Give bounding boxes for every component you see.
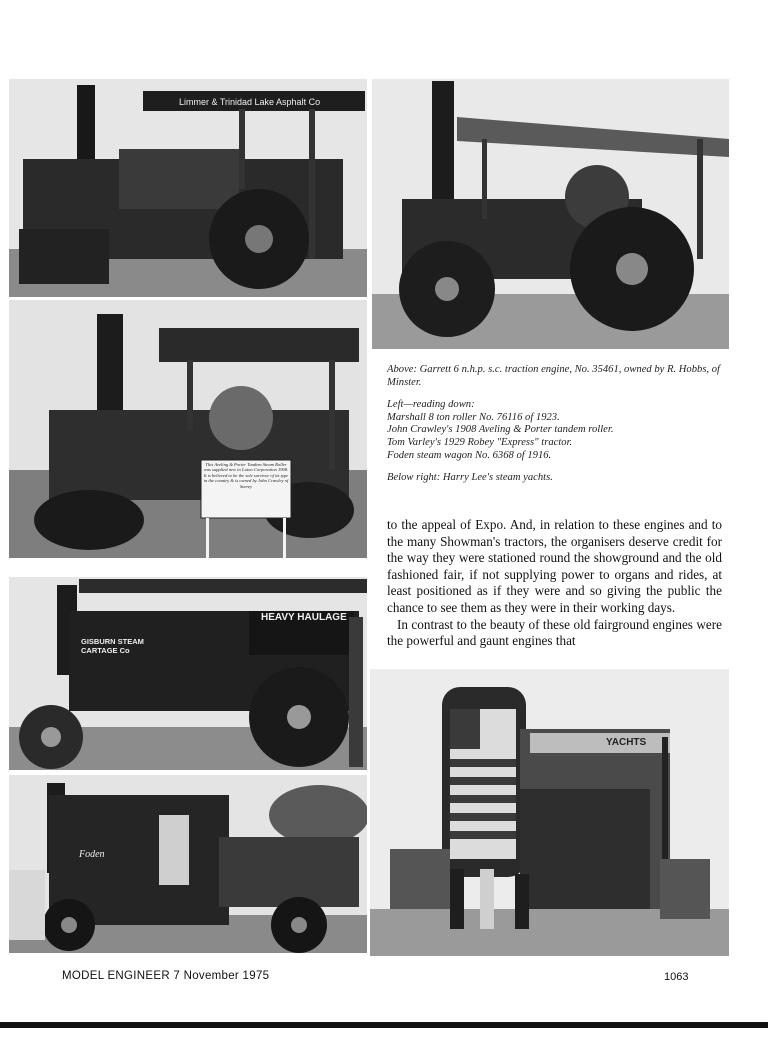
photo-steam-yachts (370, 669, 729, 956)
photo-tandem-roller (9, 300, 367, 558)
bottom-rule (0, 1022, 768, 1028)
body-paragraph-2: In contrast to the beauty of these old fairground engines were the powerful and gaunt engines that (387, 616, 722, 649)
tractor-cartage-text: GISBURN STEAM CARTAGE Co (81, 637, 144, 655)
yachts-sign-text: YACHTS (606, 737, 647, 748)
photo-garrett-traction-engine (372, 79, 729, 349)
footer-publication: MODEL ENGINEER 7 November 1975 (62, 970, 270, 982)
caption-left-line-1: Marshall 8 ton roller No. 76116 of 1923. (387, 411, 560, 423)
photo-marshall-roller (9, 79, 367, 297)
tandem-roller-sign-text: This Aveling & Porter Tandem Steam Roller was supplied new to Luton Corporation 1908. It is believed to be the sole survivor of its type in the country & is owned by John Crawley of Surrey (203, 462, 289, 489)
page-number: 1063 (664, 971, 689, 983)
caption-below-right: Below right: Harry Lee's steam yachts. (387, 472, 553, 484)
caption-left-line-3: Tom Varley's 1929 Robey "Express" tractor. (387, 436, 573, 448)
caption-left-line-4: Foden steam wagon No. 6368 of 1916. (387, 449, 552, 461)
caption-above: Above: Garrett 6 n.h.p. s.c. traction engine, No. 35461, owned by R. Hobbs, of Minster. (387, 364, 720, 388)
photo-foden-steam-wagon (9, 775, 367, 953)
wagon-foden-text: Foden (79, 849, 105, 860)
photo-captions (387, 364, 722, 495)
photo-robey-express-tractor (9, 577, 367, 770)
roller-canopy-text: Limmer & Trinidad Lake Asphalt Co (179, 97, 321, 107)
caption-left-heading: Left—reading down: (387, 399, 475, 411)
article-body (387, 517, 722, 650)
tractor-heavy-haulage-text: HEAVY HAULAGE (261, 612, 347, 623)
caption-left-line-2: John Crawley's 1908 Aveling & Porter tandem roller. (387, 424, 614, 436)
body-paragraph-1: to the appeal of Expo. And, in relation to these engines and to the many Showman's tractors, the organisers deserve credit for the way they were stationed round the showground and the old fashioned fair, if not supplying power to organs and rides, at least positioned as if they were and so giving the public the chance to see them as they were in their working days. (387, 517, 722, 615)
